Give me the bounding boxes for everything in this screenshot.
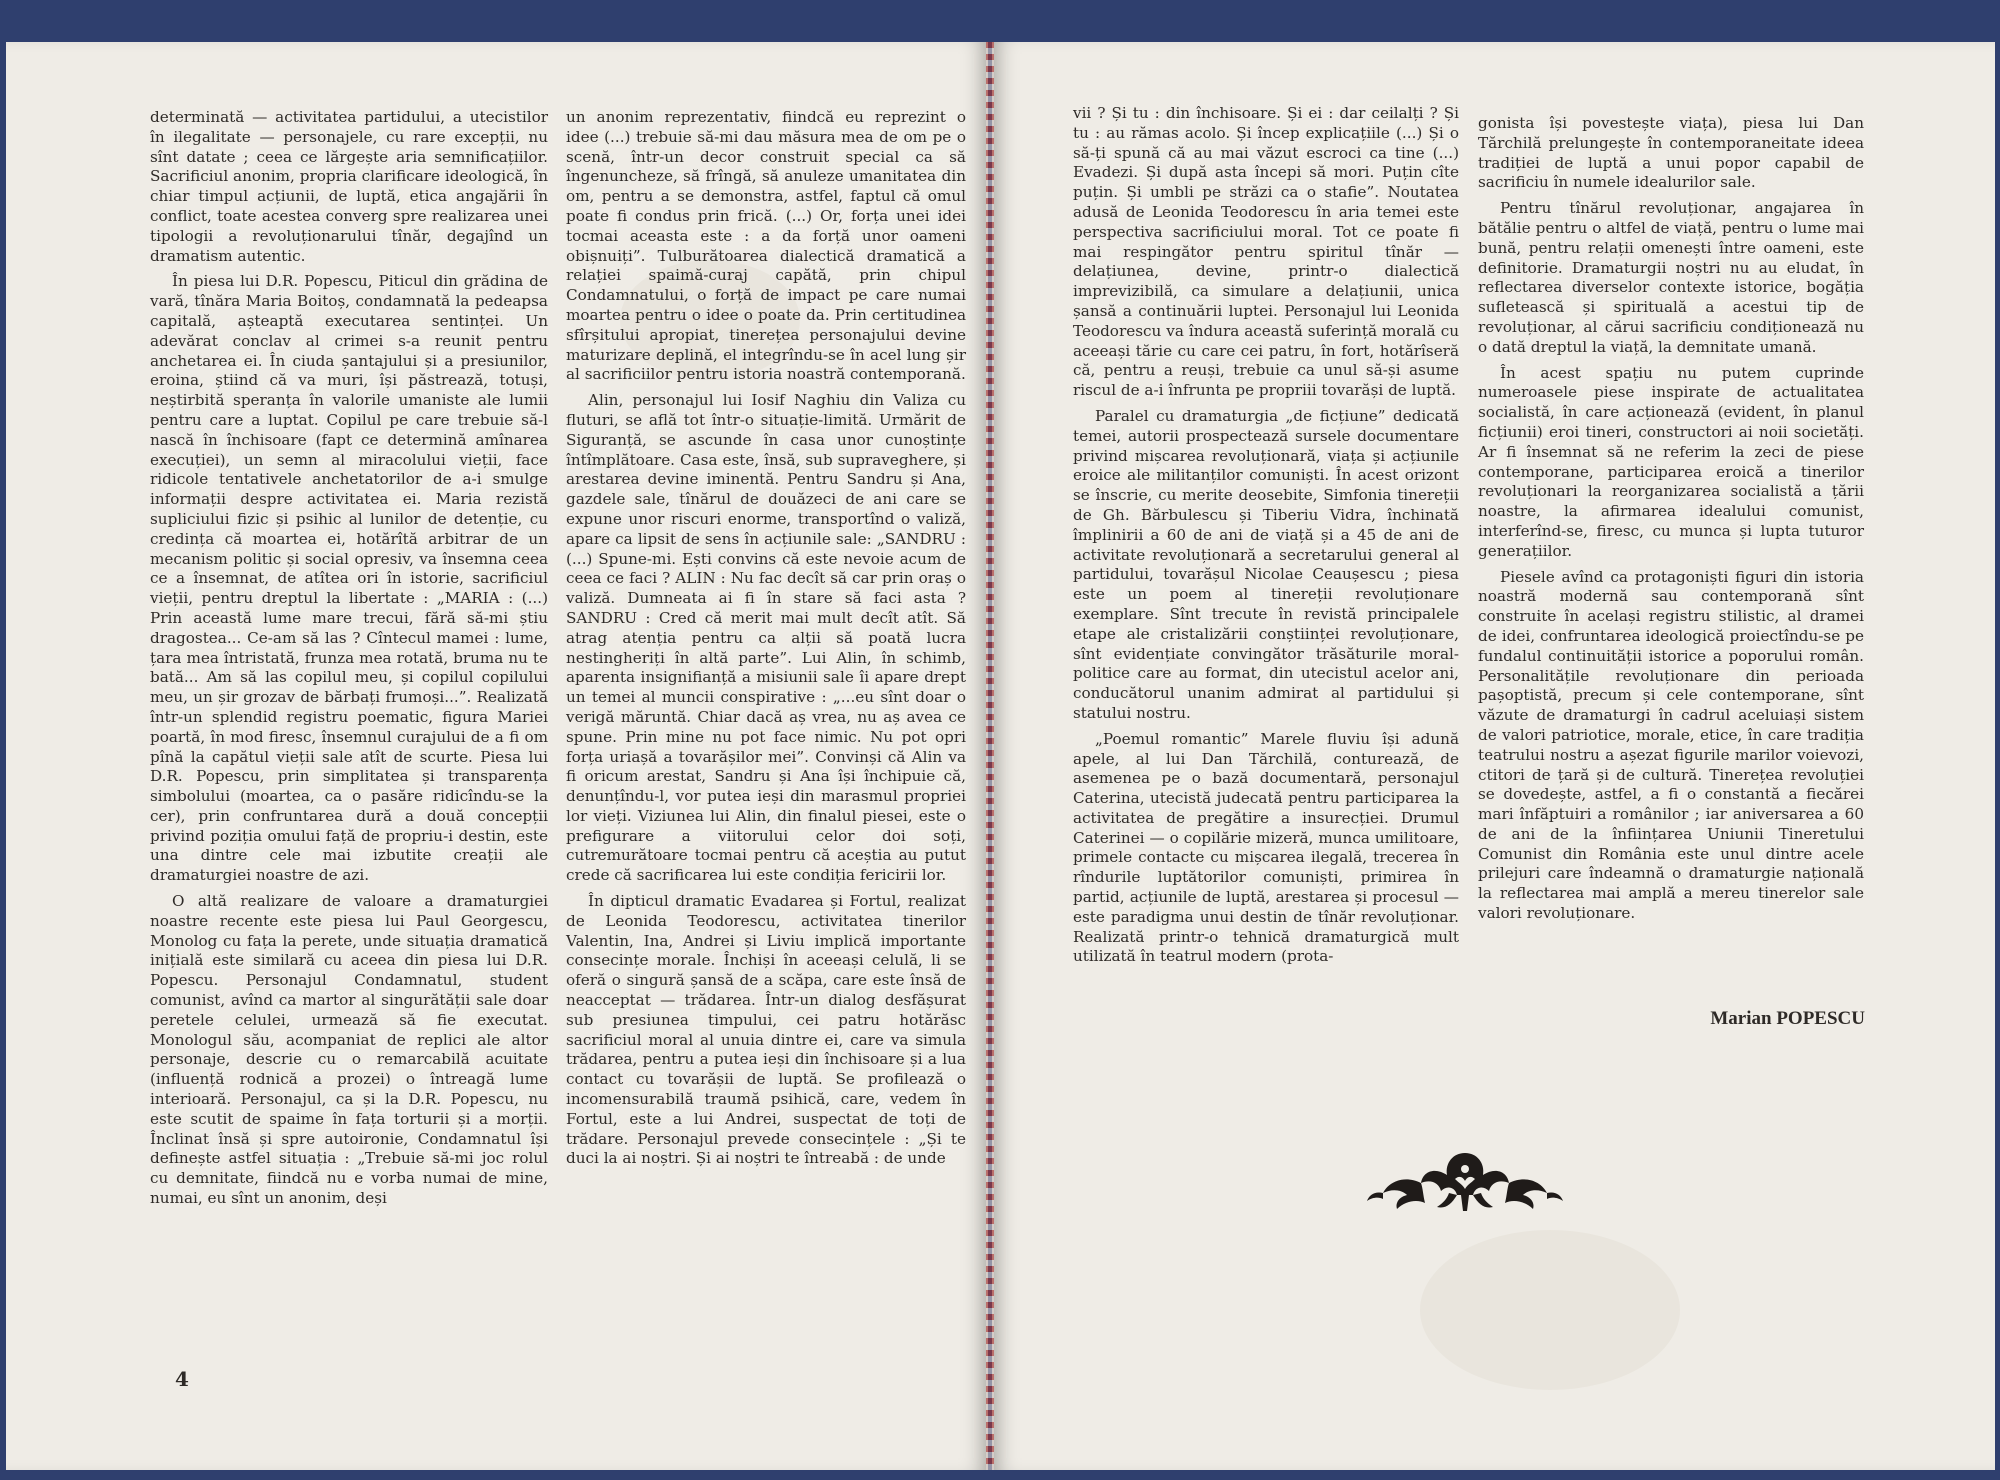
- page-number: 4: [175, 1367, 189, 1391]
- paragraph: În dipticul dramatic Evadarea și Fortul, realizat de Leonida Teodorescu, activitatea tinerilor Valentin, Ina, Andrei și Liviu implică importante consecințe morale. Închiși în aceeași celulă, li se oferă o singură șansă de a scăpa, care este însă de neacceptat — trădarea. Într-un dialog desfășurat sub presiunea timpului, cei patru hotărăsc sacrificiul moral al unuia dintre ei, care va simula trădarea, pentru a putea ieși din închisoare și a lua contact cu tovarășii de luptă. Se profilează o incomensurabilă traumă psihică, care, vedem în Fortul, este a lui Andrei, suspectat de toți de trădare. Personajul prevede consecințele : „Și te duci la ai noștri. Și ai noștri te întreabă : de unde: [566, 892, 966, 1168]
- text-column-2: [566, 108, 966, 1175]
- floral-ornament-icon: [1365, 1145, 1565, 1215]
- paragraph: O altă realizare de valoare a dramaturgiei noastre recente este piesa lui Paul Georgescu, Monolog cu fața la perete, unde situația dramatică inițială este similară cu aceea din piesa lui D.R. Popescu. Personajul Condamnatul, student comunist, avînd ca martor al singurătății sale doar peretele celulei, urmează să fie executat. Monologul său, acompaniat de replici ale altor personaje, descrie cu o remarcabilă acuitate (influență rodnică a prozei) o întreagă lume interioară. Personajul, ca și la D.R. Popescu, nu este scutit de spaime în fața torturii și a morții. Înclinat însă și spre autoironie, Condamnatul își definește astfel situația : „Trebuie să-mi joc rolul cu demnitate, fiindcă nu e vorba numai de mine, numai, eu sînt un anonim, deși: [150, 892, 548, 1208]
- paragraph: un anonim reprezentativ, fiindcă eu reprezint o idee (...) trebuie să-mi dau măsura mea de om pe o scenă, într-un decor construit special ca să îngenuncheze, să frîngă, să anuleze umanitatea din om, pentru a se demonstra, astfel, faptul că omul poate fi condus prin frică. (...) Or, forța unei idei tocmai aceasta este : a da forță unor oameni obișnuiți”. Tulburătoarea dialectică dramatică a relației spaimă-curaj capătă, prin chipul Condamnatului, o forță de impact pe care numai moartea pentru o idee o poate da. Prin certitudinea sfîrșitului apropiat, tinerețea personajului devine maturizare deplină, el integrîndu-se în acel lung șir al sacrificiilor pentru istoria noastră contemporană.: [566, 108, 966, 384]
- paragraph: Alin, personajul lui Iosif Naghiu din Valiza cu fluturi, se află tot într-o situație-limită. Urmărit de Siguranță, se ascunde în casa unor cunoștințe întîmplătoare. Casa este, însă, sub supraveghere, și arestarea devine iminentă. Pentru Sandru și Ana, gazdele sale, tînărul de douăzeci de ani care se expune unor riscuri enorme, transportînd o valiză, apare ca lipsit de sens în acțiunile sale: „SANDRU : (...) Spune-mi. Ești convins că este nevoie acum de ceea ce faci ? ALIN : Nu fac decît să car prin oraș o valiză. Dumneata ai fi în stare să faci asta ? SANDRU : Cred că merit mai mult decît atît. Să atrag atenția pentru ca alții să poată lucra nestingheriți în altă parte”. Lui Alin, în schimb, aparenta insignifianță a misiunii sale îi apare drept un temei al muncii conspirative : „...eu sînt doar o verigă măruntă. Chiar dacă aș vrea, nu aș avea ce spune. Prin mine nu pot face nimic. Nu pot opri forța uriașă a tovarășilor mei”. Convinși că Alin va fi oricum arestat, Sandru și Ana își închipuie că, denunțîndu-l, vor putea ieși din marasmul propriei lor vieți. Viziunea lui Alin, din finalul piesei, este o prefigurare a viitorului celor doi soți, cutremurătoare tocmai pentru că aceștia au putut crede că sacrificarea lui este condiția fericirii lor.: [566, 391, 966, 885]
- book-gutter-binding: [986, 42, 994, 1470]
- text-column-4: [1478, 114, 1864, 930]
- text-column-1: [150, 108, 548, 1215]
- paragraph: Pentru tînărul revoluționar, angajarea în bătălie pentru o altfel de viață, pentru o lume mai bună, pentru relații omenești între oameni, este definitorie. Dramaturgii noștri nu au eludat, în reflectarea diverselor contexte istorice, bogăția sufletească și spirituală a acestui tip de revoluționar, al cărui sacrificiu condiționează nu o dată dreptul la viață, la demnitate umană.: [1478, 199, 1864, 356]
- paragraph: În acest spațiu nu putem cuprinde numeroasele piese inspirate de actualitatea socialistă, în care acționează (evident, în planul ficțiunii) eroi tineri, constructori ai noii societăți. Ar fi însemnat să ne referim la zeci de piese contemporane, participarea eroică a tinerilor revoluționari la reorganizarea socialistă a țării noastre, la afirmarea idealului comunist, interferînd-se, firesc, cu munca și lupta tuturor generațiilor.: [1478, 363, 1864, 560]
- paper-stain: [1420, 1230, 1680, 1390]
- paragraph: În piesa lui D.R. Popescu, Piticul din grădina de vară, tînăra Maria Boitoș, condamnată la pedeapsa capitală, așteaptă executarea sentinței. Un adevărat conclav al crimei s-a reunit pentru anchetarea ei. În ciuda șantajului și a presiunilor, eroina, știind că va muri, își păstrează, totuși, neștirbită speranța în valorile umaniste ale lumii pentru care a luptat. Copilul pe care trebuie să-l nască în închisoare (fapt ce determină amînarea execuției), un semn al miracolului vieții, face ridicole tentativele anchetatorilor de a-i smulge informații despre activitatea ei. Maria rezistă supliciului fizic și psihic al lunilor de detenție, cu credința că moartea ei, hotărîtă arbitrar de un mecanism politic și social opresiv, va însemna ceea ce a însemnat, de atîtea ori în istorie, sacrificiul vieții, pentru dreptul la libertate : „MARIA : (...) Prin această lume mare trecui, fără să-mi știu dragostea... Ce-am să las ? Cîntecul mamei : lume, țara mea întristată, frunza mea rotată, bruma nu te bată... Am să las copilul meu, și copilul copilului meu, un șir grozav de bărbați frumoși...”. Realizată într-un splendid registru poematic, figura Mariei poartă, în mod firesc, însemnul curajului de a fi om pînă la capătul vieții sale atît de scurte. Piesa lui D.R. Popescu, prin simplitatea și transparența simbolului (moartea, ca o pasăre ridicîndu-se la cer), prin confruntarea dură a două concepții privind poziția omului față de propriu-i destin, este una dintre cele mai izbutite creații ale dramaturgiei noastre de azi.: [150, 272, 548, 885]
- paragraph: determinată — activitatea partidului, a utecistilor în ilegalitate — personajele, cu rare excepții, nu sînt datate ; ceea ce lărgește aria semnificațiilor. Sacrificiul anonim, propria clarificare ideologică, în chiar timpul acțiunii, de luptă, etica angajării în conflict, toate acestea converg spre realizarea unei tipologii a revoluționarului tînăr, degajînd un dramatism autentic.: [150, 108, 549, 265]
- paragraph: Piesele avînd ca protagoniști figuri din istoria noastră modernă sau contemporană sînt construite în același registru stilistic, al dramei de idei, confruntarea ideologică proiectîndu-se pe fundalul continuității istorice a poporului român. Personalitățile revoluționare din perioada pașoptistă, precum și cele contemporane, sînt văzute de dramaturgi în cadrul aceluiași sistem de valori patriotice, morale, etice, în care tradiția teatrului nostru a așezat figurile marilor voievozi, ctitori de țară și de cultură. Tinerețea revoluției se dovedește, astfel, a fi o constantă a fiecărei mari înfăptuiri a românilor ; iar aniversarea a 60 de ani de la înființarea Uniunii Tineretului Comunist din România este unul dintre acele prilejuri care îndeamnă o dramaturgie națională la reflectarea mai amplă a mereu tinerelor sale valori revoluționare.: [1478, 567, 1864, 923]
- paragraph: Paralel cu dramaturgia „de ficțiune” dedicată temei, autorii prospectează sursele documentare privind mișcarea revoluționară, viața și acțiunile eroice ale militanților comuniști. În acest orizont se înscrie, cu merite deosebite, Simfonia tinereții de Gh. Bărbulescu și Tiberiu Vidra, închinată împlinirii a 60 de ani de viață și a 45 de ani de activitate revoluționară a secretarului general al partidului, tovarășul Nicolae Ceaușescu ; piesa este un poem al tinereții revoluționare exemplare. Sînt trecute în revistă principalele etape ale cristalizării conștiinței revoluționare, sînt evidențiate convingător trăsăturile moral-politice care au format, din utecistul acelor ani, conducătorul unanim admirat al partidului și statului nostru.: [1073, 406, 1459, 722]
- paragraph: gonista își povestește viața), piesa lui Dan Tărchilă prelungește în contemporaneitate ideea tradiției de luptă a unui popor capabil de sacrificiu în numele idealurilor sale.: [1478, 114, 1864, 192]
- paragraph: vii ? Și tu : din închisoare. Și ei : dar ceilalți ? Și tu : au rămas acolo. Și încep explicațiile (...) Și o să-ți spună că au mai văzut escroci ca tine (...) Evadezi. Și după asta începi să mori. Puțin cîte puțin. Și umbli pe străzi ca o stafie”. Noutatea adusă de Leonida Teodorescu în aria temei este perspectiva sacrificiului moral. Tot ce poate fi mai respingător pentru spiritul tînăr — delațiunea, devine, printr-o dialectică imprevizibilă, ca simulare a delațiunii, unica șansă a continuării luptei. Personajul lui Leonida Teodorescu va îndura această suferință morală cu aceeași tărie cu care cei patru, în fort, hotărîseră că, pentru a reuși, trebuie ca unul să-și asume riscul de a-i înfrunta pe propriii tovarăși de luptă.: [1073, 104, 1459, 400]
- paragraph: „Poemul romantic” Marele fluviu își adună apele, al lui Dan Tărchilă, conturează, de asemenea pe o bază documentară, personajul Caterina, utecistă judecată pentru participarea la activitatea de pregătire a insurecției. Drumul Caterinei — o copilărie mizeră, munca umilitoare, primele contacte cu mișcarea ilegală, trecerea în rîndurile luptătorilor comuniști, primirea în partid, acțiunile de luptă, arestarea și procesul — este paradigma unui destin de tînăr revoluționar. Realizată printr-o tehnică dramaturgică mult utilizată în teatrul modern (prota-: [1073, 729, 1459, 966]
- author-signature: Marian POPESCU: [1710, 1008, 1865, 1029]
- text-column-3: [1073, 104, 1459, 973]
